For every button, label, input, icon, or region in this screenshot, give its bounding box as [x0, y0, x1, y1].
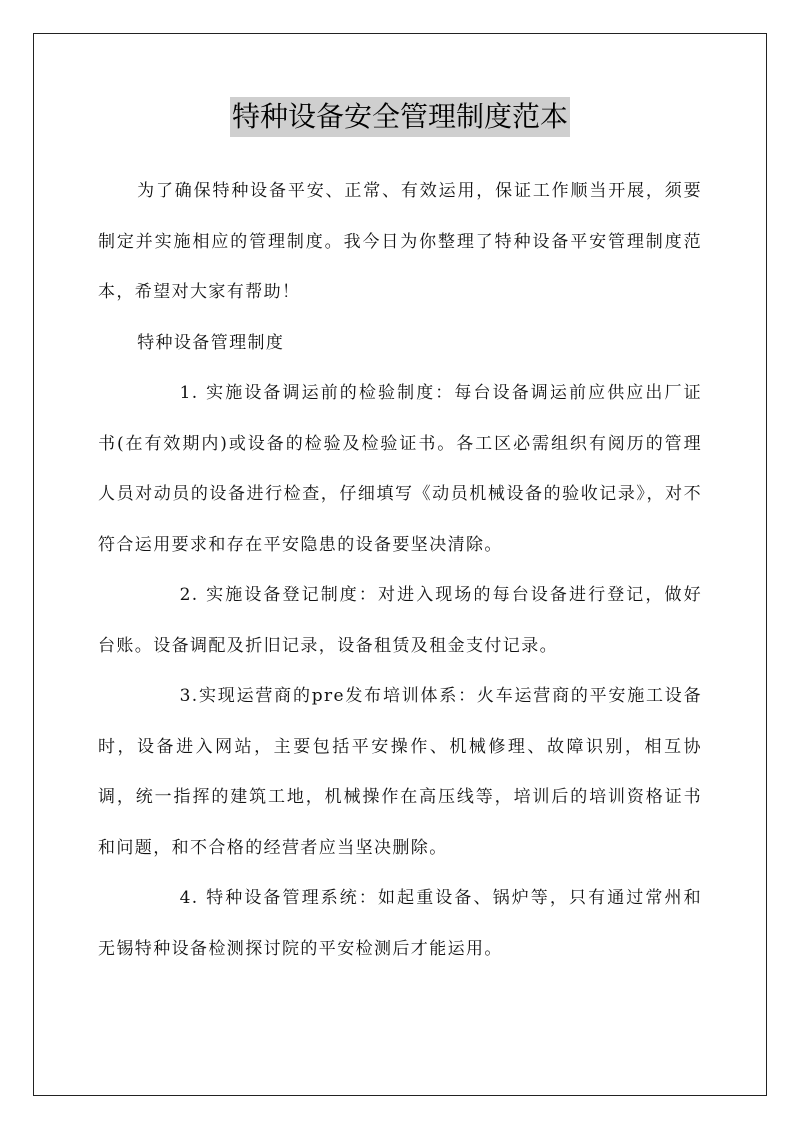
- document-body: [98, 166, 702, 974]
- list-item-3: 3.实现运营商的pre发布培训体系：火车运营商的平安施工设备时，设备进入网站，主要包括平安操作、机械修理、故障识别，相互协调，统一指挥的建筑工地，机械操作在高压线等，培训后的培训资格证书和问题，和不合格的经营者应当坚决删除。: [98, 686, 702, 858]
- title-container: [0, 97, 800, 137]
- list-item-1: 1. 实施设备调运前的检验制度：每台设备调运前应供应出厂证书(在有效期内)或设备的检验及检验证书。各工区必需组织有阅历的管理人员对动员的设备进行检查，仔细填写《动员机械设备的验收记录》，对不符合运用要求和存在平安隐患的设备要坚决清除。: [98, 383, 702, 555]
- intro-paragraph: 为了确保特种设备平安、正常、有效运用，保证工作顺当开展，须要制定并实施相应的管理制度。我今日为你整理了特种设备平安管理制度范本，希望对大家有帮助！: [98, 181, 702, 302]
- section-heading: 特种设备管理制度: [137, 332, 285, 353]
- list-item-4: 4. 特种设备管理系统：如起重设备、锅炉等，只有通过常州和无锡特种设备检测探讨院的平安检测后才能运用。: [98, 888, 702, 959]
- document-title: 特种设备安全管理制度范本: [230, 97, 570, 137]
- list-item-2: 2. 实施设备登记制度：对进入现场的每台设备进行登记，做好台账。设备调配及折旧记录，设备租赁及租金支付记录。: [98, 585, 702, 656]
